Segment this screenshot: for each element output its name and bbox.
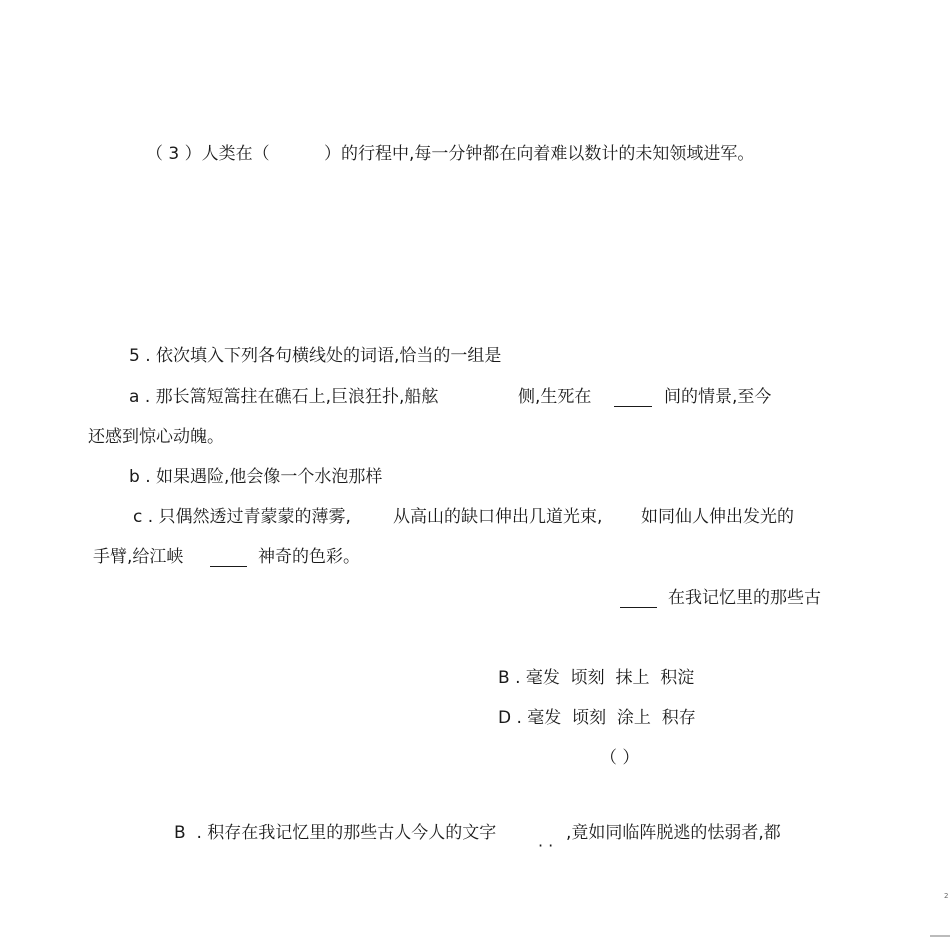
q6-option-b-part2: ,竟如同临阵脱逃的怯弱者,都: [566, 823, 781, 843]
q6-option-b-part1: B . 积存在我记忆里的那些古人今人的文字: [174, 823, 497, 843]
page-edge-mark: [930, 935, 950, 937]
q5-stem: 5 . 依次填入下列各句横线处的词语,恰当的一组是: [129, 346, 502, 366]
q5-c-line2a: 手臂,给江峡: [93, 547, 184, 567]
option-d: D . 毫发 顷刻 涂上 积存: [498, 708, 696, 728]
q5-c-part1: c . 只偶然透过青蒙蒙的薄雾,: [133, 507, 351, 527]
q5-b-line: b . 如果遇险,他会像一个水泡那样: [129, 467, 383, 487]
emphasis-dots: · ·: [538, 836, 554, 855]
answer-blank: [614, 405, 652, 407]
answer-blank: [210, 565, 247, 567]
page-number: 2: [944, 892, 949, 900]
q5-d-tail: 在我记忆里的那些古: [668, 588, 821, 608]
q3-prefix: （ 3 ）人类在（: [146, 144, 270, 164]
q3-suffix: ）的行程中,每一分钟都在向着难以数计的未知领域进军。: [324, 144, 755, 164]
q5-a-part1: a . 那长篙短篙拄在礁石上,巨浪狂扑,船舷: [129, 387, 439, 407]
option-b: B . 毫发 顷刻 抹上 积淀: [498, 668, 695, 688]
q5-c-part3: 如同仙人伸出发光的: [641, 507, 794, 527]
q5-a-part2: 侧,生死在: [518, 387, 592, 407]
q5-a-part3: 间的情景,至今: [664, 387, 772, 407]
q5-c-part2: 从高山的缺口伸出几道光束,: [393, 507, 603, 527]
answer-blank: [620, 606, 657, 608]
q5-c-line2b: 神奇的色彩。: [258, 547, 360, 567]
q5-a-line2: 还感到惊心动魄。: [88, 427, 224, 447]
answer-paren: （ ）: [600, 748, 640, 768]
